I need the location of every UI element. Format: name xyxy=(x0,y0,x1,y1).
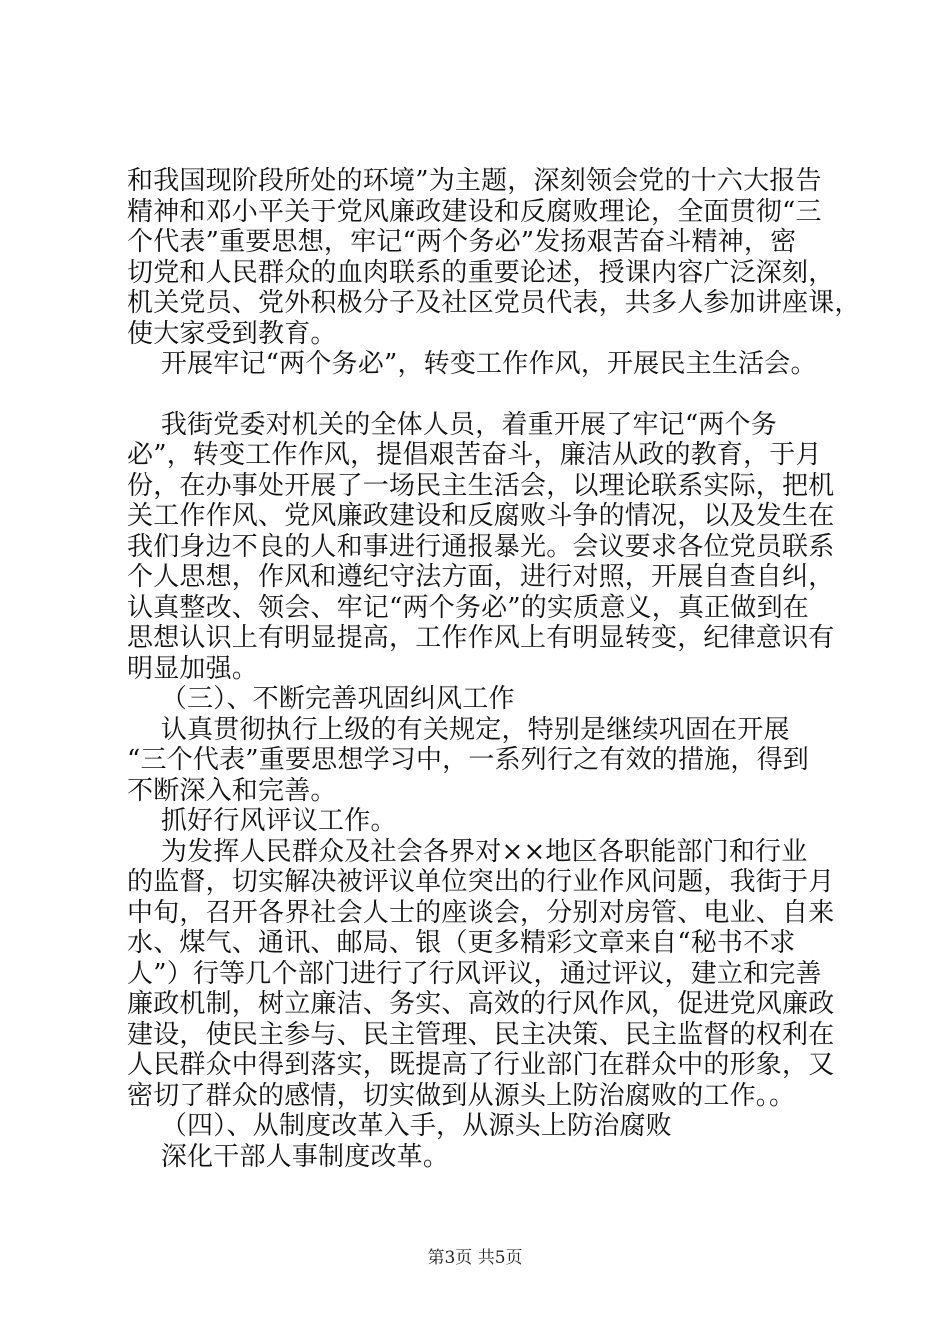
paragraph-gap xyxy=(127,380,847,410)
text-line: 密切了群众的感情，切实做到从源头上防治腐败的工作。。 xyxy=(127,1080,796,1111)
text-line: （四）、从制度改革入手，从源头上防治腐败 xyxy=(127,1111,672,1141)
text-line: 廉政机制，树立廉洁、务实、高效的行风作风，促进党风廉政 xyxy=(127,989,835,1019)
text-line: 精神和邓小平关于党风廉政建设和反腐败理论，全面贯彻“三 xyxy=(127,196,822,227)
page-number-footer: 第3页 共5页 xyxy=(427,1248,523,1268)
text-line: 抓好行风评议工作。 xyxy=(127,806,397,836)
document-body xyxy=(127,166,861,1172)
text-line: 个代表”重要思想，牢记“两个务必”发扬艰苦奋斗精神，密 xyxy=(127,227,797,257)
text-line: （三）、不断完善巩固纠风工作 xyxy=(127,684,515,714)
text-line: 份，在办事处开展了一场民主生活会，以理论联系实际，把机 xyxy=(127,470,835,501)
text-line: 切党和人民群众的血肉联系的重要论述，授课内容广泛深刻， xyxy=(127,257,835,288)
text-line: 和我国现阶段所处的环境”为主题，深刻领会党的十六大报告 xyxy=(127,166,822,196)
text-line: 关工作作风、党风廉政建设和反腐败斗争的情况，以及发生在 xyxy=(127,501,835,531)
text-line: 机关党员、党外积极分子及社区党员代表，共多人参加讲座课， xyxy=(127,288,861,318)
text-line: “三个代表”重要思想学习中，一系列行之有效的措施，得到 xyxy=(127,745,809,775)
text-line: 不断深入和完善。 xyxy=(127,775,337,806)
text-line: 明显加强。 xyxy=(127,653,259,684)
text-line: 个人思想，作风和遵纪守法方面，进行对照，开展自查自纠， xyxy=(127,562,835,592)
paragraph-block-2 xyxy=(127,410,847,1173)
text-line: 必”，转变工作作风，提倡艰苦奋斗，廉洁从政的教育，于月 xyxy=(127,440,822,470)
text-line: 为发挥人民群众及社会各界对××地区各职能部门和行业 xyxy=(127,836,808,867)
text-line: 我们身边不良的人和事进行通报暴光。会议要求各位党员联系 xyxy=(127,531,835,562)
text-line: 的监督，切实解决被评议单位突出的行业作风问题，我街于月 xyxy=(127,867,835,897)
text-line: 使大家受到教育。 xyxy=(127,318,337,349)
text-line: 我街党委对机关的全体人员，着重开展了牢记“两个务 xyxy=(127,409,777,440)
text-line: 开展牢记“两个务必”，转变工作作风，开展民主生活会。 xyxy=(127,349,817,379)
text-line: 建设，使民主参与、民主管理、民主决策、民主监督的权利在 xyxy=(127,1019,835,1050)
text-line: 中旬，召开各界社会人士的座谈会，分别对房管、电业、自来 xyxy=(127,897,835,928)
text-line: 水、煤气、通讯、邮局、银（更多精彩文章来自“秘书不求 xyxy=(127,928,796,958)
text-line: 人”）行等几个部门进行了行风评议，通过评议，建立和完善 xyxy=(127,958,822,989)
text-line: 认真整改、领会、牢记“两个务必”的实质意义，真正做到在 xyxy=(127,592,809,623)
text-line: 深化干部人事制度改革。 xyxy=(127,1141,450,1172)
text-line: 认真贯彻执行上级的有关规定，特别是继续巩固在开展 xyxy=(127,714,790,745)
text-line: 人民群众中得到落实，既提高了行业部门在群众中的形象，又 xyxy=(127,1050,835,1080)
text-line: 思想认识上有明显提高，工作作风上有明显转变，纪律意识有 xyxy=(127,623,835,653)
paragraph-block-1 xyxy=(127,166,861,380)
